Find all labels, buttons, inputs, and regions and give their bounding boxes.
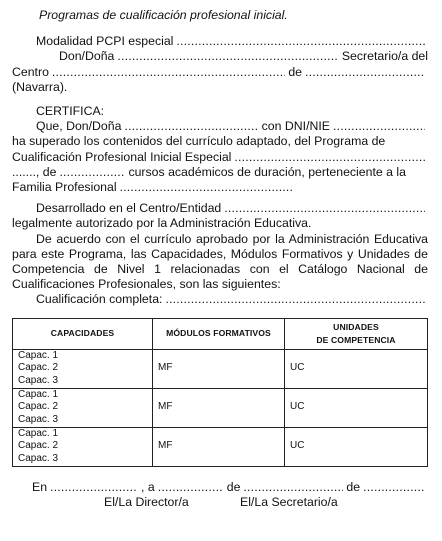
acuerdo-paragraph: De acuerdo con el currículo aprobado por la Administración Educativa para este Programa, las Capacidades, Módulos Formativos y Unidades de Competencia de Nivel 1 relacionadas con el Catálogo Nacional de Cualificaciones Profesionales, son las siguientes:: [12, 231, 428, 292]
header-capacidades: CAPACIDADES: [13, 318, 153, 349]
navarra-text: (Navarra).: [12, 79, 68, 94]
header-unidades: [285, 318, 428, 349]
capac-1: Capac. 1: [18, 349, 59, 361]
dni-label: con DNI/NIE: [261, 119, 330, 134]
capac-2: Capac. 2: [18, 362, 59, 374]
header-unidades-line2: DE COMPETENCIA: [316, 334, 396, 345]
capac-3: Capac. 3: [18, 452, 59, 464]
cursos-line: [12, 165, 428, 180]
unidad-cell[interactable]: UC: [285, 427, 428, 466]
alumno-blank[interactable]: [124, 119, 258, 134]
cualificacion-blank[interactable]: [234, 150, 425, 165]
a-label: , a: [141, 479, 155, 494]
table-header-row: [13, 318, 428, 349]
dia-blank[interactable]: [158, 480, 224, 495]
director-label: El/La Director/a: [104, 494, 189, 509]
secretario-firma-label: El/La Secretario/a: [240, 494, 338, 509]
cualificacion-completa-label: Cualificación completa:: [36, 292, 163, 307]
table-row: [13, 388, 428, 427]
unidad-cell[interactable]: UC: [285, 349, 428, 388]
capacidades-cell[interactable]: [13, 388, 153, 427]
modulo-cell[interactable]: MF: [153, 427, 285, 466]
dni-blank[interactable]: [333, 119, 425, 134]
fecha-line: [12, 480, 428, 495]
modalidad-blank[interactable]: [176, 34, 425, 49]
secretario-label: Secretario/a del: [341, 49, 428, 64]
cualificacion-completa-blank[interactable]: [165, 292, 425, 307]
centro-de-label: de: [288, 64, 302, 79]
cursos-prefix: ......., de: [12, 164, 57, 179]
competencias-table: [12, 318, 428, 467]
capacidades-cell[interactable]: [13, 427, 153, 466]
cualificacion-inicial-label: Cualificación Profesional Inicial Especial: [12, 149, 232, 164]
header-unidades-line1: UNIDADES: [333, 322, 379, 333]
que-label: Que, Don/Doña: [36, 119, 122, 134]
signature-line: [12, 495, 428, 510]
table-row: [13, 349, 428, 388]
document-title: Programas de cualificación profesional inicial.: [39, 8, 288, 22]
mes-blank[interactable]: [243, 480, 343, 495]
cursos-blank[interactable]: [59, 165, 125, 180]
certifica-heading: CERTIFICA:: [36, 104, 105, 119]
modulo-cell[interactable]: MF: [153, 388, 285, 427]
cualificacion-line: [12, 150, 428, 165]
en-label: En: [32, 479, 48, 494]
capac-1: Capac. 1: [18, 388, 59, 400]
anio-blank[interactable]: [363, 480, 425, 495]
legalmente-text: legalmente autorizado por la Administración Educativa.: [12, 216, 312, 231]
don-label: Don/Doña: [59, 49, 115, 64]
familia-line: [12, 180, 428, 195]
familia-label: Familia Profesional: [12, 180, 117, 195]
don-line: [12, 49, 428, 64]
don-blank[interactable]: [117, 49, 338, 64]
capac-1: Capac. 1: [18, 427, 59, 439]
capac-2: Capac. 2: [18, 401, 59, 413]
table-row: [13, 427, 428, 466]
desarrollado-line: [12, 201, 428, 216]
header-modulos: MÓDULOS FORMATIVOS: [153, 318, 285, 349]
lugar-blank[interactable]: [50, 480, 138, 495]
capac-3: Capac. 3: [18, 413, 59, 425]
capacidades-cell[interactable]: [13, 349, 153, 388]
modalidad-line: [12, 34, 428, 49]
capac-2: Capac. 2: [18, 440, 59, 452]
localidad-blank[interactable]: [305, 65, 425, 80]
superado-text: ha superado los contenidos del currículo adaptado, del Programa de: [12, 134, 386, 149]
unidad-cell[interactable]: UC: [285, 388, 428, 427]
desarrollado-label: Desarrollado en el Centro/Entidad: [36, 201, 222, 216]
familia-blank[interactable]: [120, 180, 292, 195]
centro-label: Centro: [12, 64, 49, 79]
modalidad-label: Modalidad PCPI especial: [36, 34, 174, 49]
centro-blank[interactable]: [52, 65, 285, 80]
capac-3: Capac. 3: [18, 374, 59, 386]
de-label-2: de: [346, 479, 361, 494]
entidad-blank[interactable]: [224, 201, 425, 216]
de-label-1: de: [226, 479, 241, 494]
modulo-cell[interactable]: MF: [153, 349, 285, 388]
cursos-suffix: cursos académicos de duración, perteneciente a la: [128, 164, 406, 179]
cualificacion-completa-line: [12, 292, 428, 307]
centro-line: [12, 65, 428, 80]
que-line: [12, 119, 428, 134]
